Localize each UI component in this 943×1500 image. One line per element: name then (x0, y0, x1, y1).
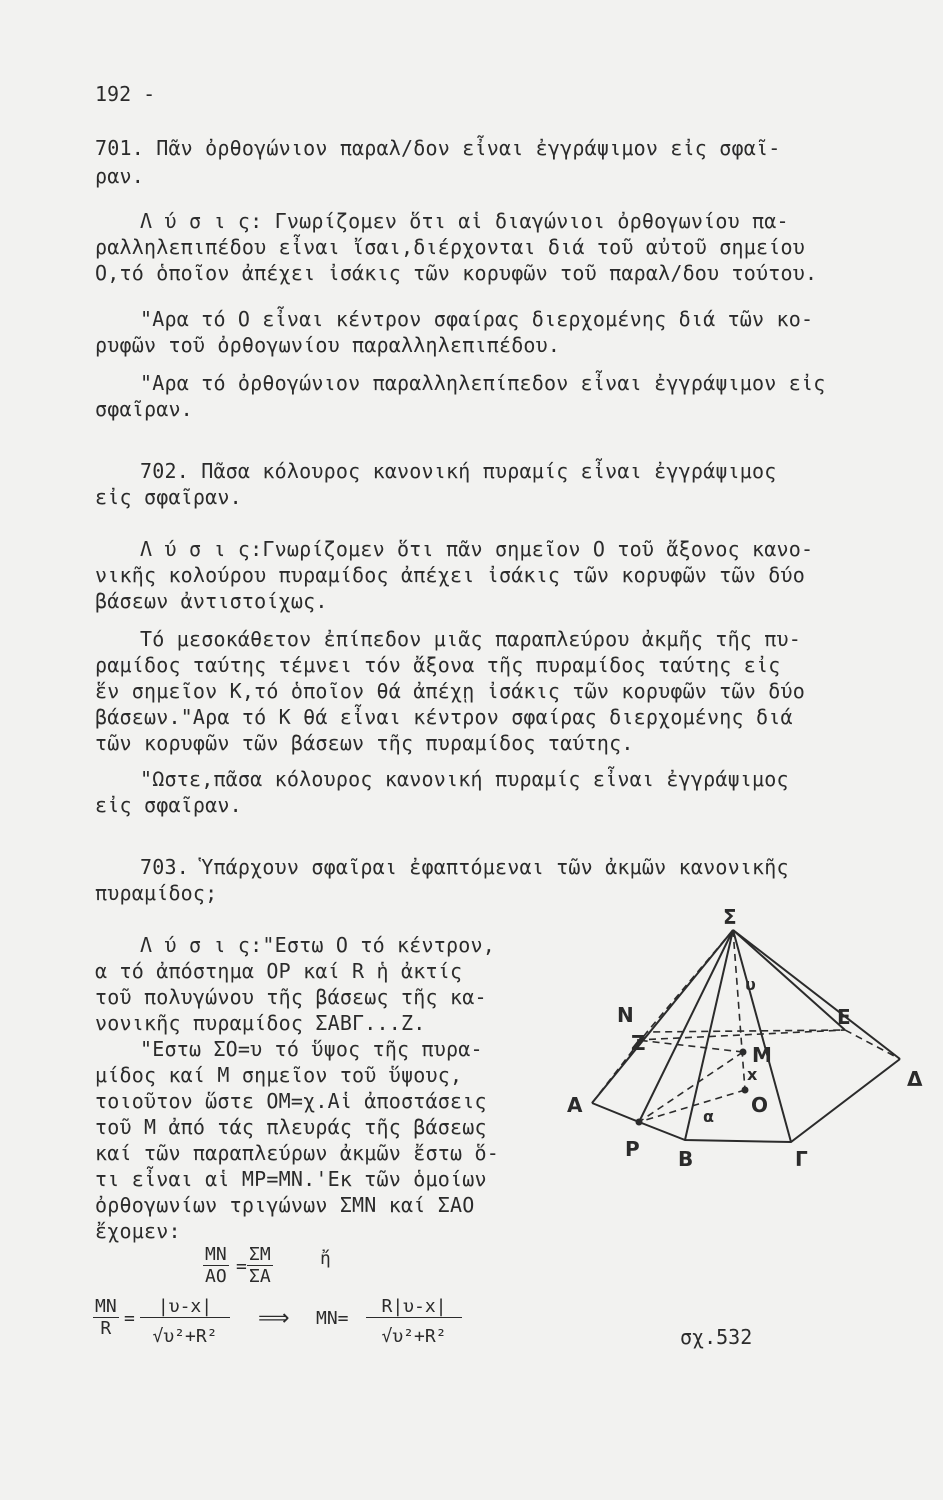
point-m (740, 1049, 747, 1056)
solution-702-line: τῶν κορυφῶν τῶν βάσεων τῆς πυραμίδος ταύτης. (95, 731, 634, 755)
solution-702-line: ραμίδος ταύτης τέμνει τόν ἄξονα τῆς πυραμίδος ταύτης εἰς (95, 653, 781, 677)
pyramid-figure (555, 900, 935, 1270)
solution-703-line: τοῦ Μ ἀπό τάς πλευράς τῆς βάσεως (95, 1115, 487, 1139)
solution-701-line: "Αρα τό ὀρθογώνιον παραλληλεπίπεδον εἶναι ἐγγράψιμον εἰς (140, 371, 826, 395)
segment-mn (637, 1040, 743, 1052)
fraction-mn-ao: $\frac{MN}{AO}$ (205, 1244, 227, 1287)
fraction-u-minus-x-over-root: $\frac{|\upsilon-x|}{\text{√υ²+R²}}$ (140, 1296, 230, 1347)
label-a: A (567, 1093, 583, 1117)
problem-702-title-line-2: εἰς σφαῖραν. (95, 485, 242, 509)
problem-701-title-line-2: ραν. (95, 164, 144, 188)
label-g: Γ (795, 1147, 808, 1171)
solution-701-line: Λ ύ σ ι ς: Γνωρίζομεν ὅτι αἱ διαγώνιοι ὀρθογωνίου πα- (140, 209, 789, 233)
fraction-sm-sa: $\frac{\Sigma M}{\Sigma A}$ (249, 1244, 271, 1287)
problem-703-title-line-1: 703. Ὑπάρχουν σφαῖραι ἐφαπτόμεναι τῶν ἀκμῶν κανονικῆς (140, 855, 789, 879)
label-n: N (617, 1003, 634, 1027)
equals-sign: = (124, 1308, 135, 1329)
solution-701-line: ρυφῶν τοῦ ὀρθογωνίου παραλληλεπιπέδου. (95, 333, 561, 357)
solution-701-line: ραλληλεπιπέδου εἶναι ἴσαι,διέρχονται διά τοῦ αὐτοῦ σημείου (95, 235, 805, 259)
label-alpha: α (703, 1107, 714, 1126)
base-front-edges (592, 1059, 900, 1142)
solution-702-line: ἕν σημεῖον Κ,τό ὁποῖον θά ἀπέχῃ ἰσάκις τῶν κορυφῶν τῶν δύο (95, 679, 805, 703)
solution-702-line: εἰς σφαῖραν. (95, 793, 242, 817)
solution-701-line: σφαῖραν. (95, 397, 193, 421)
solution-703-line: α τό ἀπόστημα ΟΡ καί R ἡ ἀκτίς (95, 959, 463, 983)
label-m: M (752, 1043, 772, 1067)
solution-703-line: "Εστω ΣΟ=υ τό ὕψος τῆς πυρα- (140, 1037, 483, 1061)
solution-703-line: ὀρθογωνίων τριγώνων ΣΜΝ καί ΣΑΟ (95, 1193, 475, 1217)
label-o: O (751, 1093, 769, 1117)
problem-703-title-line-2: πυραμίδος; (95, 881, 218, 905)
label-u: υ (745, 975, 756, 994)
page-number: 192 - (95, 82, 156, 106)
label-z: Z (631, 1031, 646, 1055)
fraction-final: $\frac{R|\upsilon-x|}{\text{√υ²+R²}}$ (366, 1296, 462, 1347)
formula-lhs: MN= (316, 1308, 349, 1329)
solution-703-line: καί τῶν παραπλεύρων ἀκμῶν ἔστω ὅ- (95, 1141, 499, 1165)
solution-702-line: Τό μεσοκάθετον ἐπίπεδον μιᾶς παραπλεύρου ἀκμῆς τῆς πυ- (140, 627, 802, 651)
edge-sa (592, 930, 733, 1103)
solution-702-line: νικῆς κολούρου πυραμίδος ἀπέχει ἰσάκις τῶν κορυφῶν τῶν δύο (95, 563, 805, 587)
solution-703-line: τοῦ πολυγώνου τῆς βάσεως τῆς κα- (95, 985, 487, 1009)
point-o (742, 1087, 749, 1094)
label-e: E (837, 1005, 851, 1029)
label-x: x (747, 1065, 758, 1084)
solution-703-line: Λ ύ σ ι ς:"Εστω Ο τό κέντρον, (140, 933, 495, 957)
solution-703-line: τι εἶναι αἱ ΜΡ=ΜΝ.'Εκ τῶν ὁμοίων (95, 1167, 487, 1191)
solution-702-line: βάσεων."Αρα τό Κ θά εἶναι κέντρον σφαίρας διερχομένης διά (95, 705, 793, 729)
solution-702-line: "Ωστε,πᾶσα κόλουρος κανονική πυραμίς εἶναι ἐγγράψιμος (140, 767, 789, 791)
solution-701-line: Ο,τό ὁποῖον ἀπέχει ἰσάκις τῶν κορυφῶν τοῦ παραλ/δου τούτου. (95, 261, 818, 285)
fraction-mn-r: $\frac{MN}{R}$ (95, 1296, 117, 1339)
solution-701-line: "Αρα τό Ο εἶναι κέντρον σφαίρας διερχομένης διά τῶν κο- (140, 307, 814, 331)
solution-702-line: Λ ύ σ ι ς:Γνωρίζομεν ὅτι πᾶν σημεῖον Ο τοῦ ἄξονος κανο- (140, 537, 814, 561)
equals-sign: = (236, 1256, 247, 1277)
label-sigma: Σ (723, 905, 737, 929)
label-d: Δ (907, 1067, 923, 1091)
solution-703-line: νονικῆς πυραμίδος ΣΑΒΓ...Ζ. (95, 1011, 426, 1035)
solution-703-line: τοιοῦτον ὥστε ΟΜ=χ.Αἱ ἀποστάσεις (95, 1089, 487, 1113)
solution-703-line: ἔχομεν: (95, 1219, 181, 1243)
solution-703-line: μίδος καί Μ σημεῖον τοῦ ὕψους, (95, 1063, 463, 1087)
problem-701-title-line-1: 701. Πᾶν ὀρθογώνιον παραλ/δον εἶναι ἐγγράψιμον εἰς σφαῖ- (95, 136, 781, 160)
implies-arrow: ⟹ (258, 1306, 290, 1331)
figure-caption: σχ.532 (680, 1325, 753, 1349)
or-word: ἤ (320, 1248, 331, 1269)
point-p (636, 1119, 643, 1126)
label-b: B (678, 1147, 694, 1171)
solution-702-line: βάσεων ἀντιστοίχως. (95, 589, 328, 613)
edge-sd (733, 930, 900, 1059)
problem-702-title-line-1: 702. Πᾶσα κόλουρος κανονική πυραμίς εἶναι ἐγγράψιμος (140, 459, 777, 483)
label-p: P (625, 1137, 640, 1161)
